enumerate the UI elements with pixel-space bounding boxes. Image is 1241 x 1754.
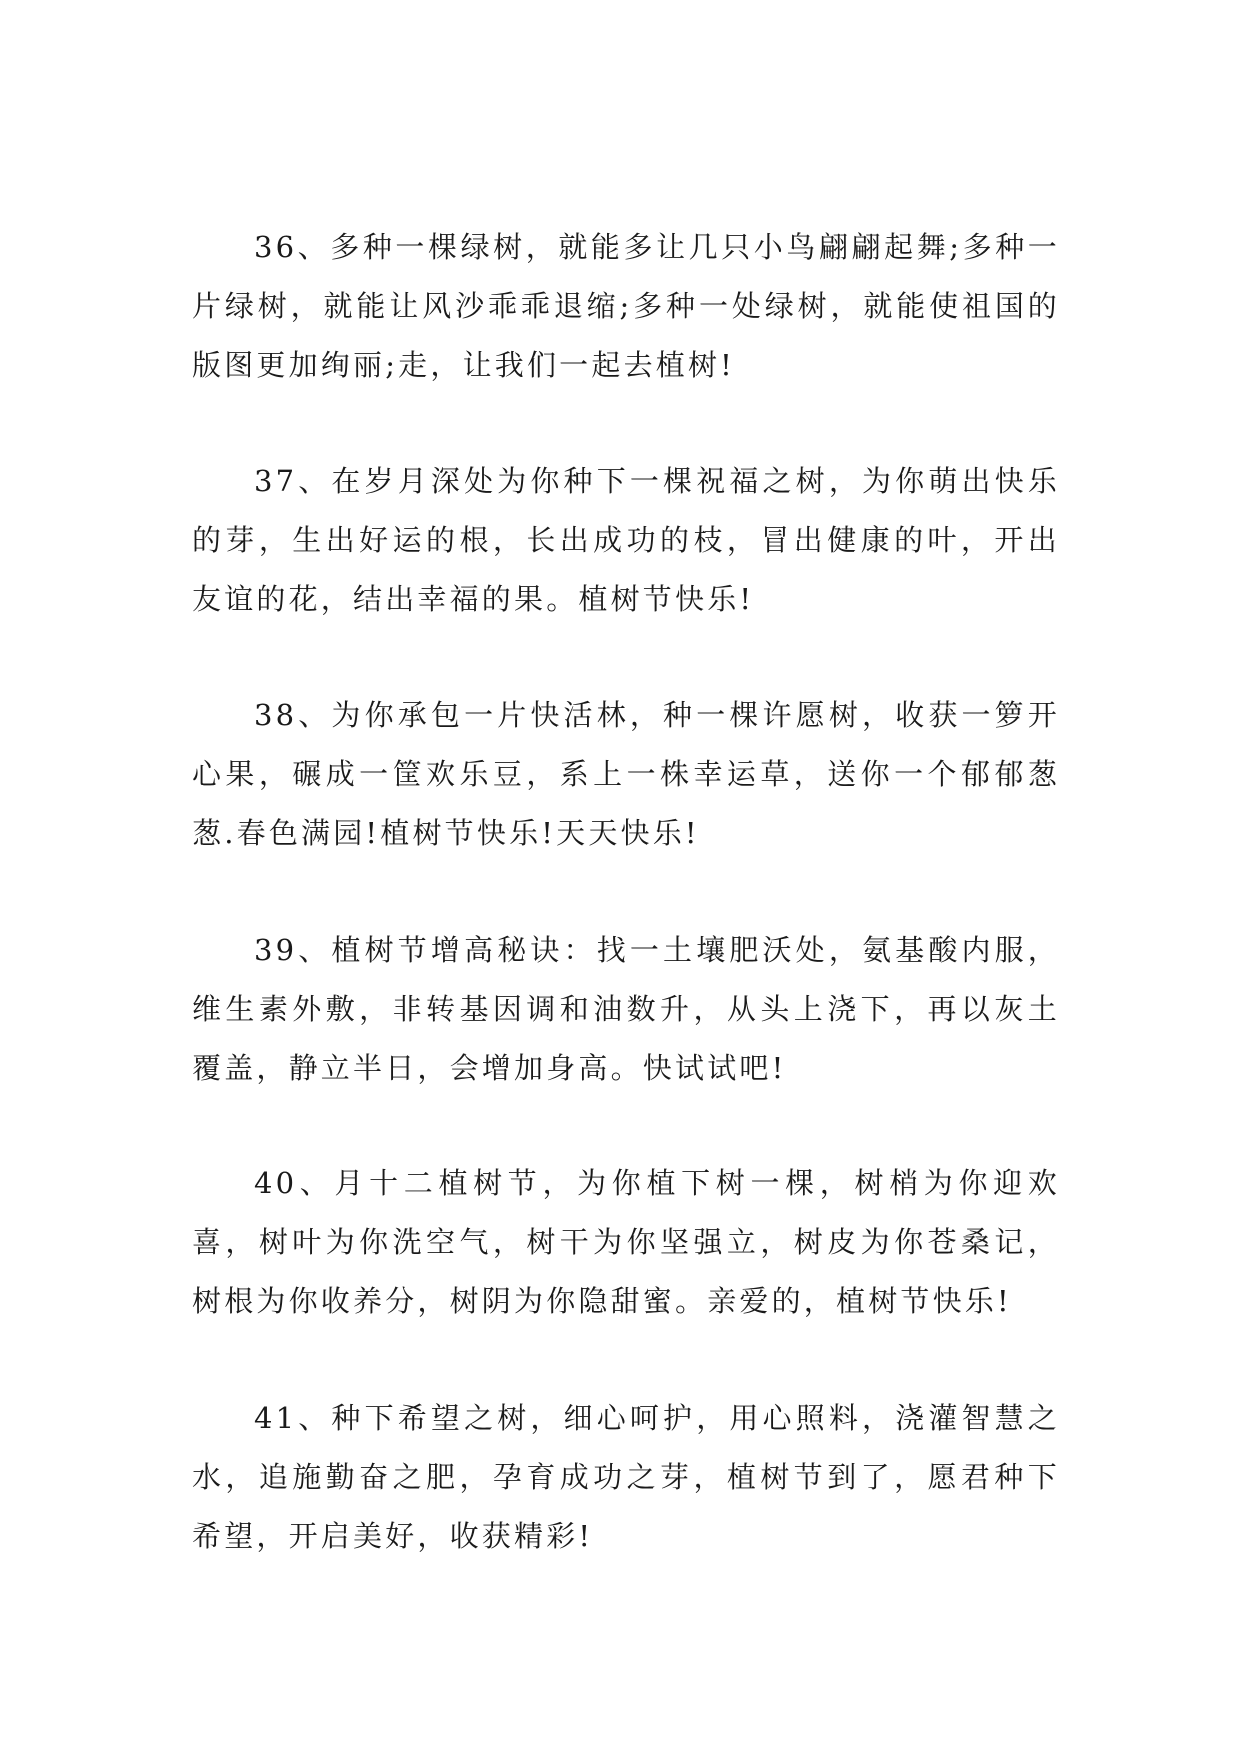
paragraph-40: 40、月十二植树节，为你植下树一棵，树梢为你迎欢喜，树叶为你洗空气，树干为你坚强立，树皮为你苍桑记，树根为你收养分，树阴为你隐甜蜜。亲爱的，植树节快乐! — [192, 1166, 1060, 1318]
paragraph-38: 38、为你承包一片快活林，种一棵许愿树，收获一箩开心果，碾成一筐欢乐豆，系上一株幸运草，送你一个郁郁葱葱.春色满园!植树节快乐!天天快乐! — [192, 698, 1060, 850]
paragraph-39: 39、植树节增高秘诀：找一土壤肥沃处，氨基酸内服，维生素外敷，非转基因调和油数升，从头上浇下，再以灰土覆盖，静立半日，会增加身高。快试试吧! — [192, 933, 1060, 1085]
paragraph-36: 36、多种一棵绿树，就能多让几只小鸟翩翩起舞;多种一片绿树，就能让风沙乖乖退缩;多种一处绿树，就能使祖国的版图更加绚丽;走，让我们一起去植树! — [192, 230, 1060, 382]
paragraph-41: 41、种下希望之树，细心呵护，用心照料，浇灌智慧之水，追施勤奋之肥，孕育成功之芽，植树节到了，愿君种下希望，开启美好，收获精彩! — [192, 1401, 1060, 1553]
paragraph-37: 37、在岁月深处为你种下一棵祝福之树，为你萌出快乐的芽，生出好运的根，长出成功的枝，冒出健康的叶，开出友谊的花，结出幸福的果。植树节快乐! — [192, 464, 1060, 616]
